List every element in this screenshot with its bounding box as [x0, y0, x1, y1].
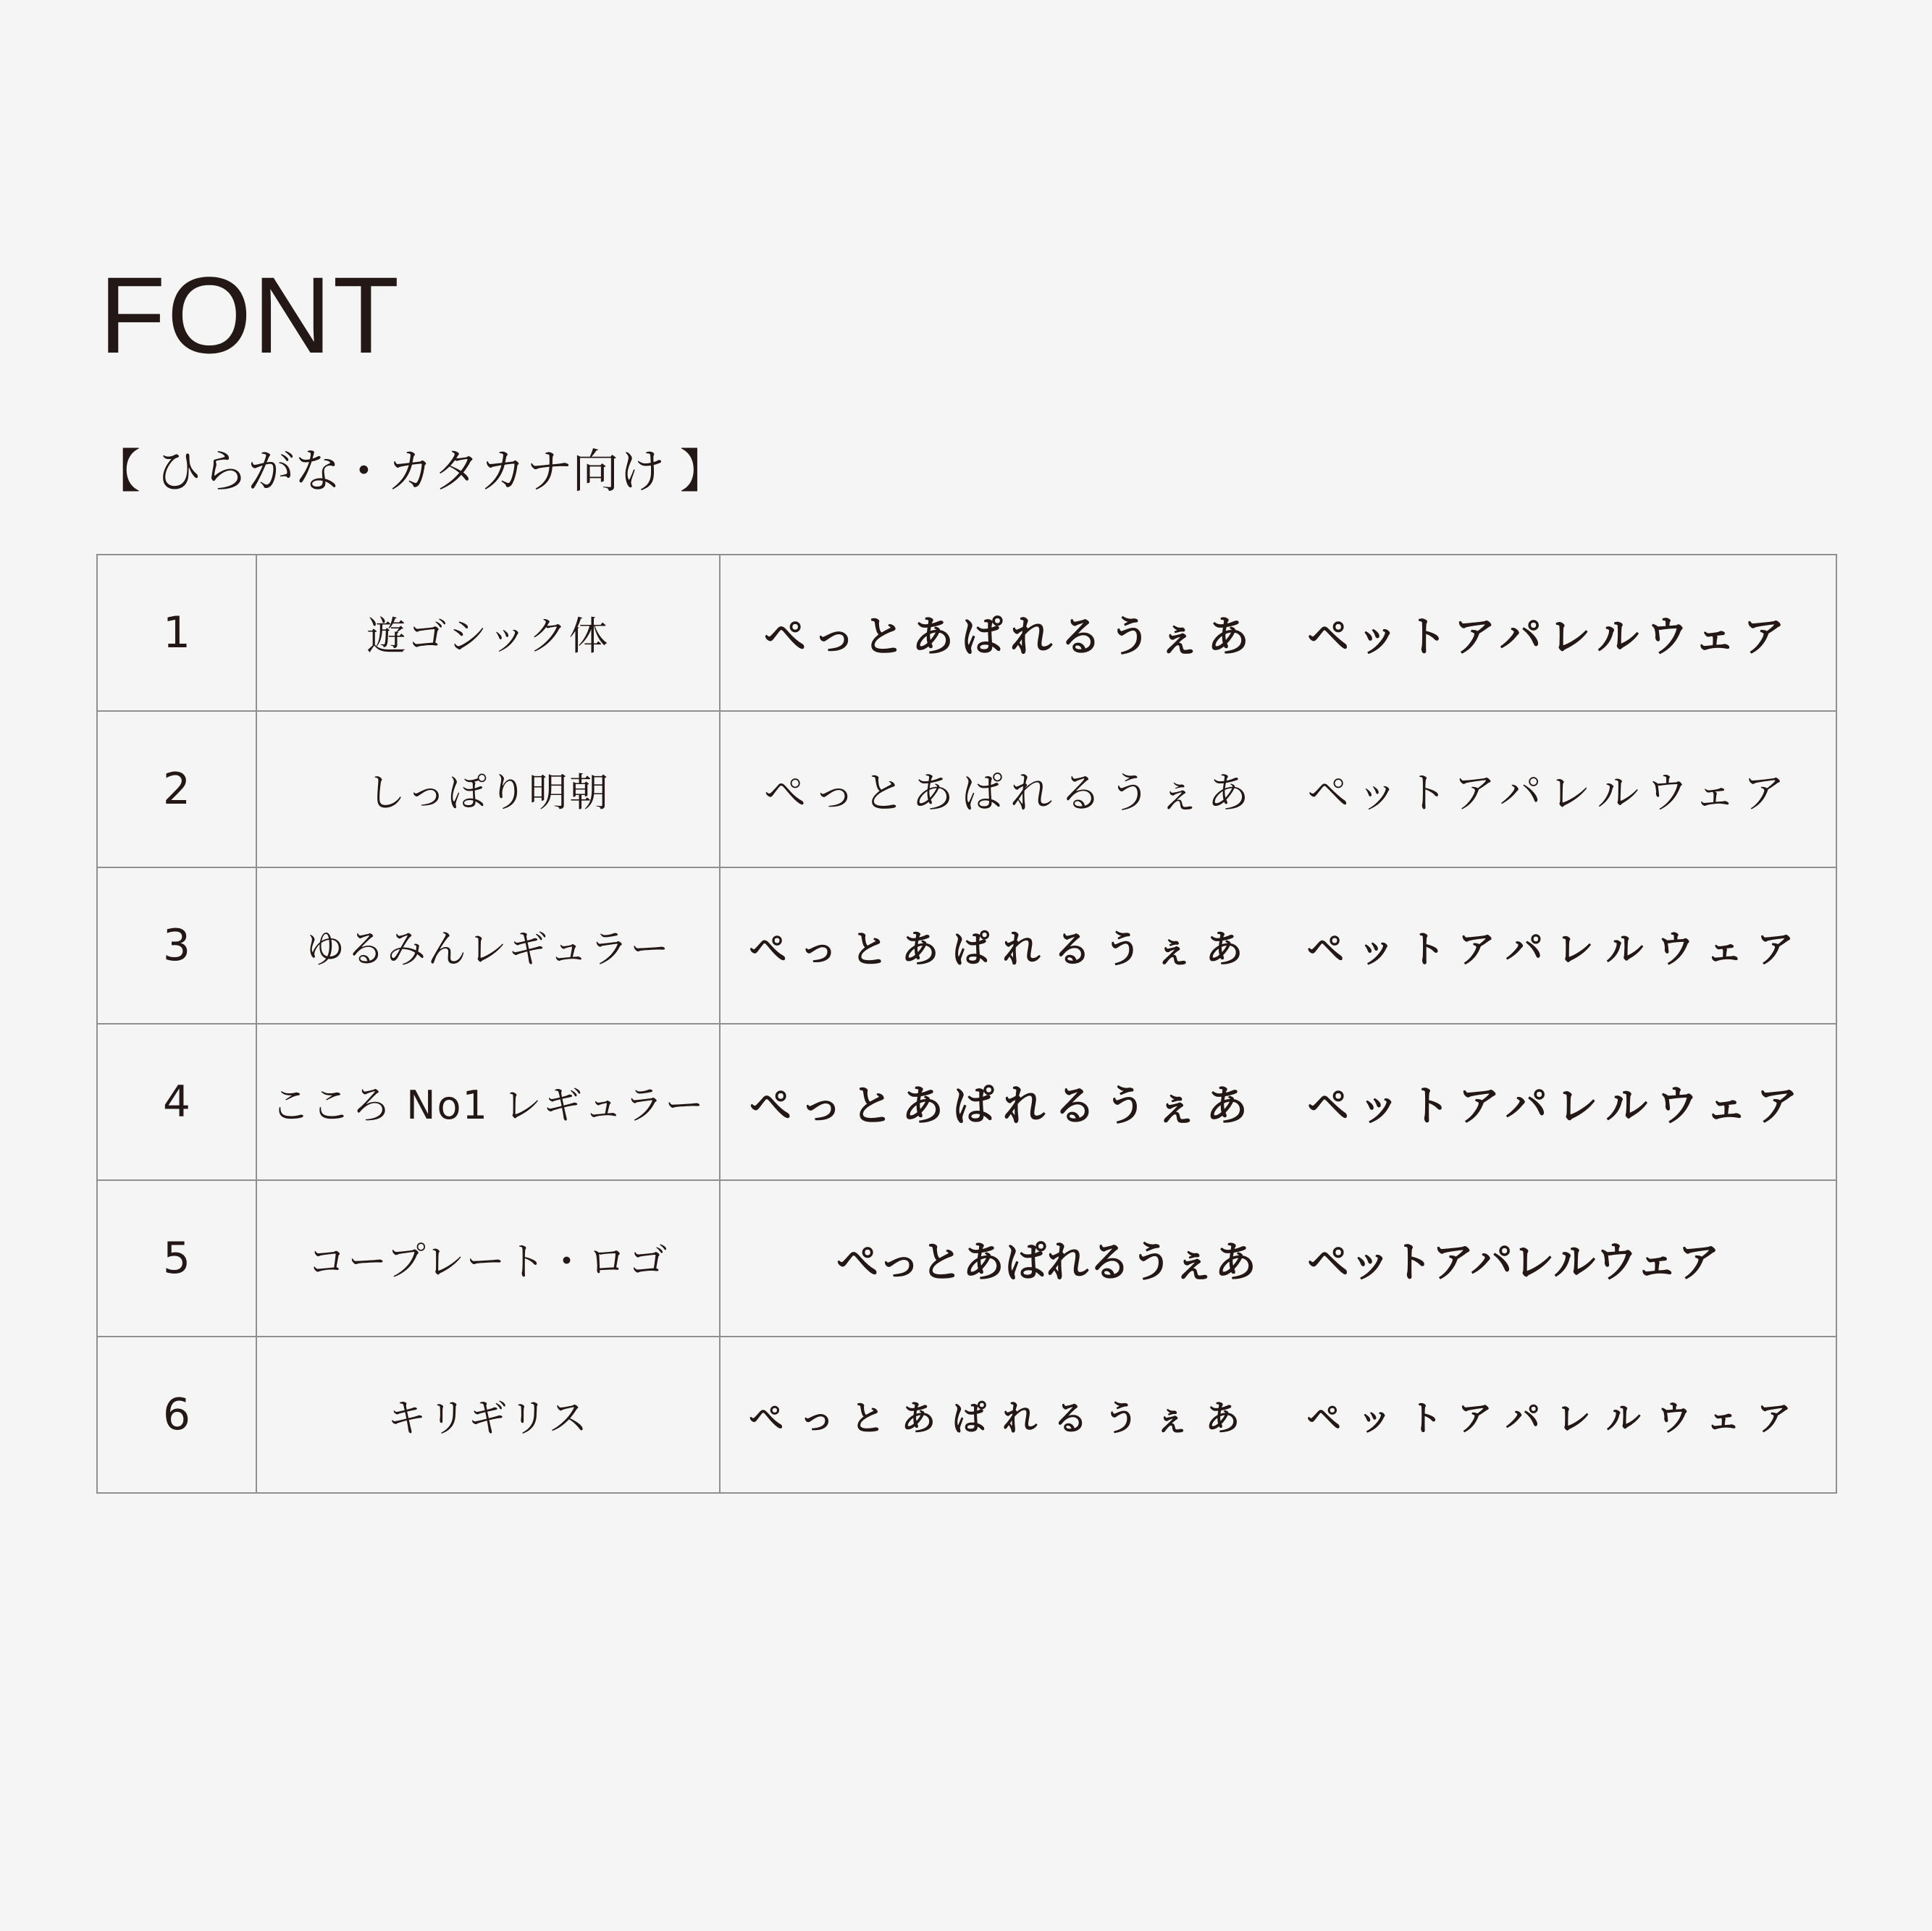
font-number: 4 [97, 1024, 256, 1180]
font-number: 3 [97, 867, 256, 1024]
font-number: 2 [97, 711, 256, 867]
font-number: 1 [97, 555, 256, 711]
table-row [97, 867, 1836, 1024]
font-sample [720, 1337, 1836, 1493]
font-number: 5 [97, 1180, 256, 1337]
katakana-sample: ペットアパレルウェア [1306, 927, 1807, 972]
table-row [97, 1024, 1836, 1180]
font-sample [720, 867, 1836, 1024]
font-sample [720, 555, 1836, 711]
katakana-sample: ペットアパレルウェア [1307, 768, 1792, 817]
font-sample [720, 1180, 1836, 1337]
table-row [97, 711, 1836, 867]
hiragana-sample: ぺっとあぱれるうぇあ [764, 612, 1257, 661]
font-number: 6 [97, 1337, 256, 1493]
katakana-sample: ペットアパレルウェア [1307, 1237, 1720, 1287]
table-row [97, 1180, 1836, 1337]
hiragana-sample: ぺっとあぱれるうぇあ [764, 768, 1257, 817]
page-title: FONT [99, 254, 401, 376]
font-name: キリギリス [256, 1337, 720, 1493]
hiragana-sample: ぺっとあぱれるうぇあ [749, 1081, 1257, 1130]
font-sample [720, 1024, 1836, 1180]
hiragana-sample: ぺっとあぱれるうぇあ [749, 927, 1256, 972]
table-row [97, 1337, 1836, 1493]
font-name: コープレート・ロゴ [256, 1180, 720, 1337]
hiragana-sample: ぺっとあぱれるうぇあ [836, 1237, 1257, 1287]
font-sample-table [96, 554, 1837, 1494]
hiragana-sample: ぺっとあぱれるうぇあ [749, 1397, 1256, 1439]
font-name: ゆるみんレギュラー [256, 867, 720, 1024]
font-name: 遊ゴシック体 [256, 555, 720, 711]
katakana-sample: ペットアパレルウェア [1307, 612, 1792, 661]
font-name: こころ No1 レギュラー [256, 1024, 720, 1180]
font-sample [720, 711, 1836, 867]
table-row [97, 555, 1836, 711]
font-name: しっぽり明朝 [256, 711, 720, 867]
katakana-sample: ペットアパレルウェア [1307, 1081, 1807, 1130]
katakana-sample: ペットアパレルウェア [1306, 1397, 1807, 1439]
section-subtitle: 【 ひらがな・カタカナ向け 】 [94, 445, 726, 499]
